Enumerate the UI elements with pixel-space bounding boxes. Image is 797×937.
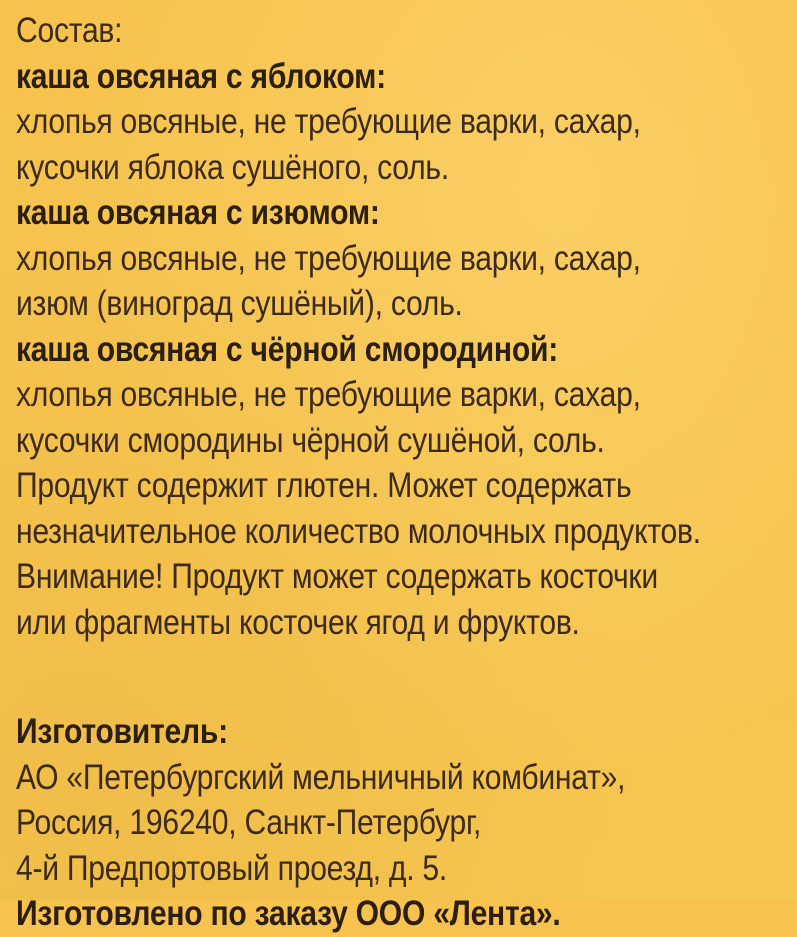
variant-raisin-line-1: хлопья овсяные, не требующие варки, сахар, [16, 238, 641, 278]
variant-apple-line-2: кусочки яблока сушёного, соль. [16, 147, 449, 187]
composition-heading: Состав: [16, 11, 123, 50]
manufacturer-heading: Изготовитель: [16, 712, 228, 751]
variant-raisin-line-2: изюм (виноград сушёный), соль. [16, 284, 463, 323]
section-gap [16, 645, 797, 709]
warning-line-4: или фрагменты косточек ягод и фруктов. [16, 602, 580, 642]
manufacturer-line-2: Россия, 196240, Санкт-Петербург, [16, 803, 482, 842]
manufacturer-line-3: 4-й Предпортовый проезд, д. 5. [16, 848, 448, 888]
variant-apple-title: каша овсяная с яблоком: [16, 56, 386, 96]
variant-blackcurrant-title: каша овсяная с чёрной смородиной: [16, 329, 558, 369]
variant-raisin-title: каша овсяная с изюмом: [16, 193, 380, 232]
warning-line-3: Внимание! Продукт может содержать косточки [16, 557, 658, 596]
variant-blackcurrant-line-1: хлопья овсяные, не требующие варки, сахар, [16, 375, 641, 414]
variant-apple-line-1: хлопья овсяные, не требующие варки, сахар, [16, 102, 641, 141]
warning-line-1: Продукт содержит глютен. Может содержать [16, 466, 632, 505]
warning-line-2: незначительное количество молочных продуктов. [16, 511, 701, 551]
manufacturer-line-1: АО «Петербургский мельничный комбинат», [16, 757, 626, 797]
variant-blackcurrant-line-2: кусочки смородины чёрной сушёной, соль. [16, 420, 605, 460]
order-note: Изготовлено по заказу ООО «Лента». [16, 894, 561, 933]
